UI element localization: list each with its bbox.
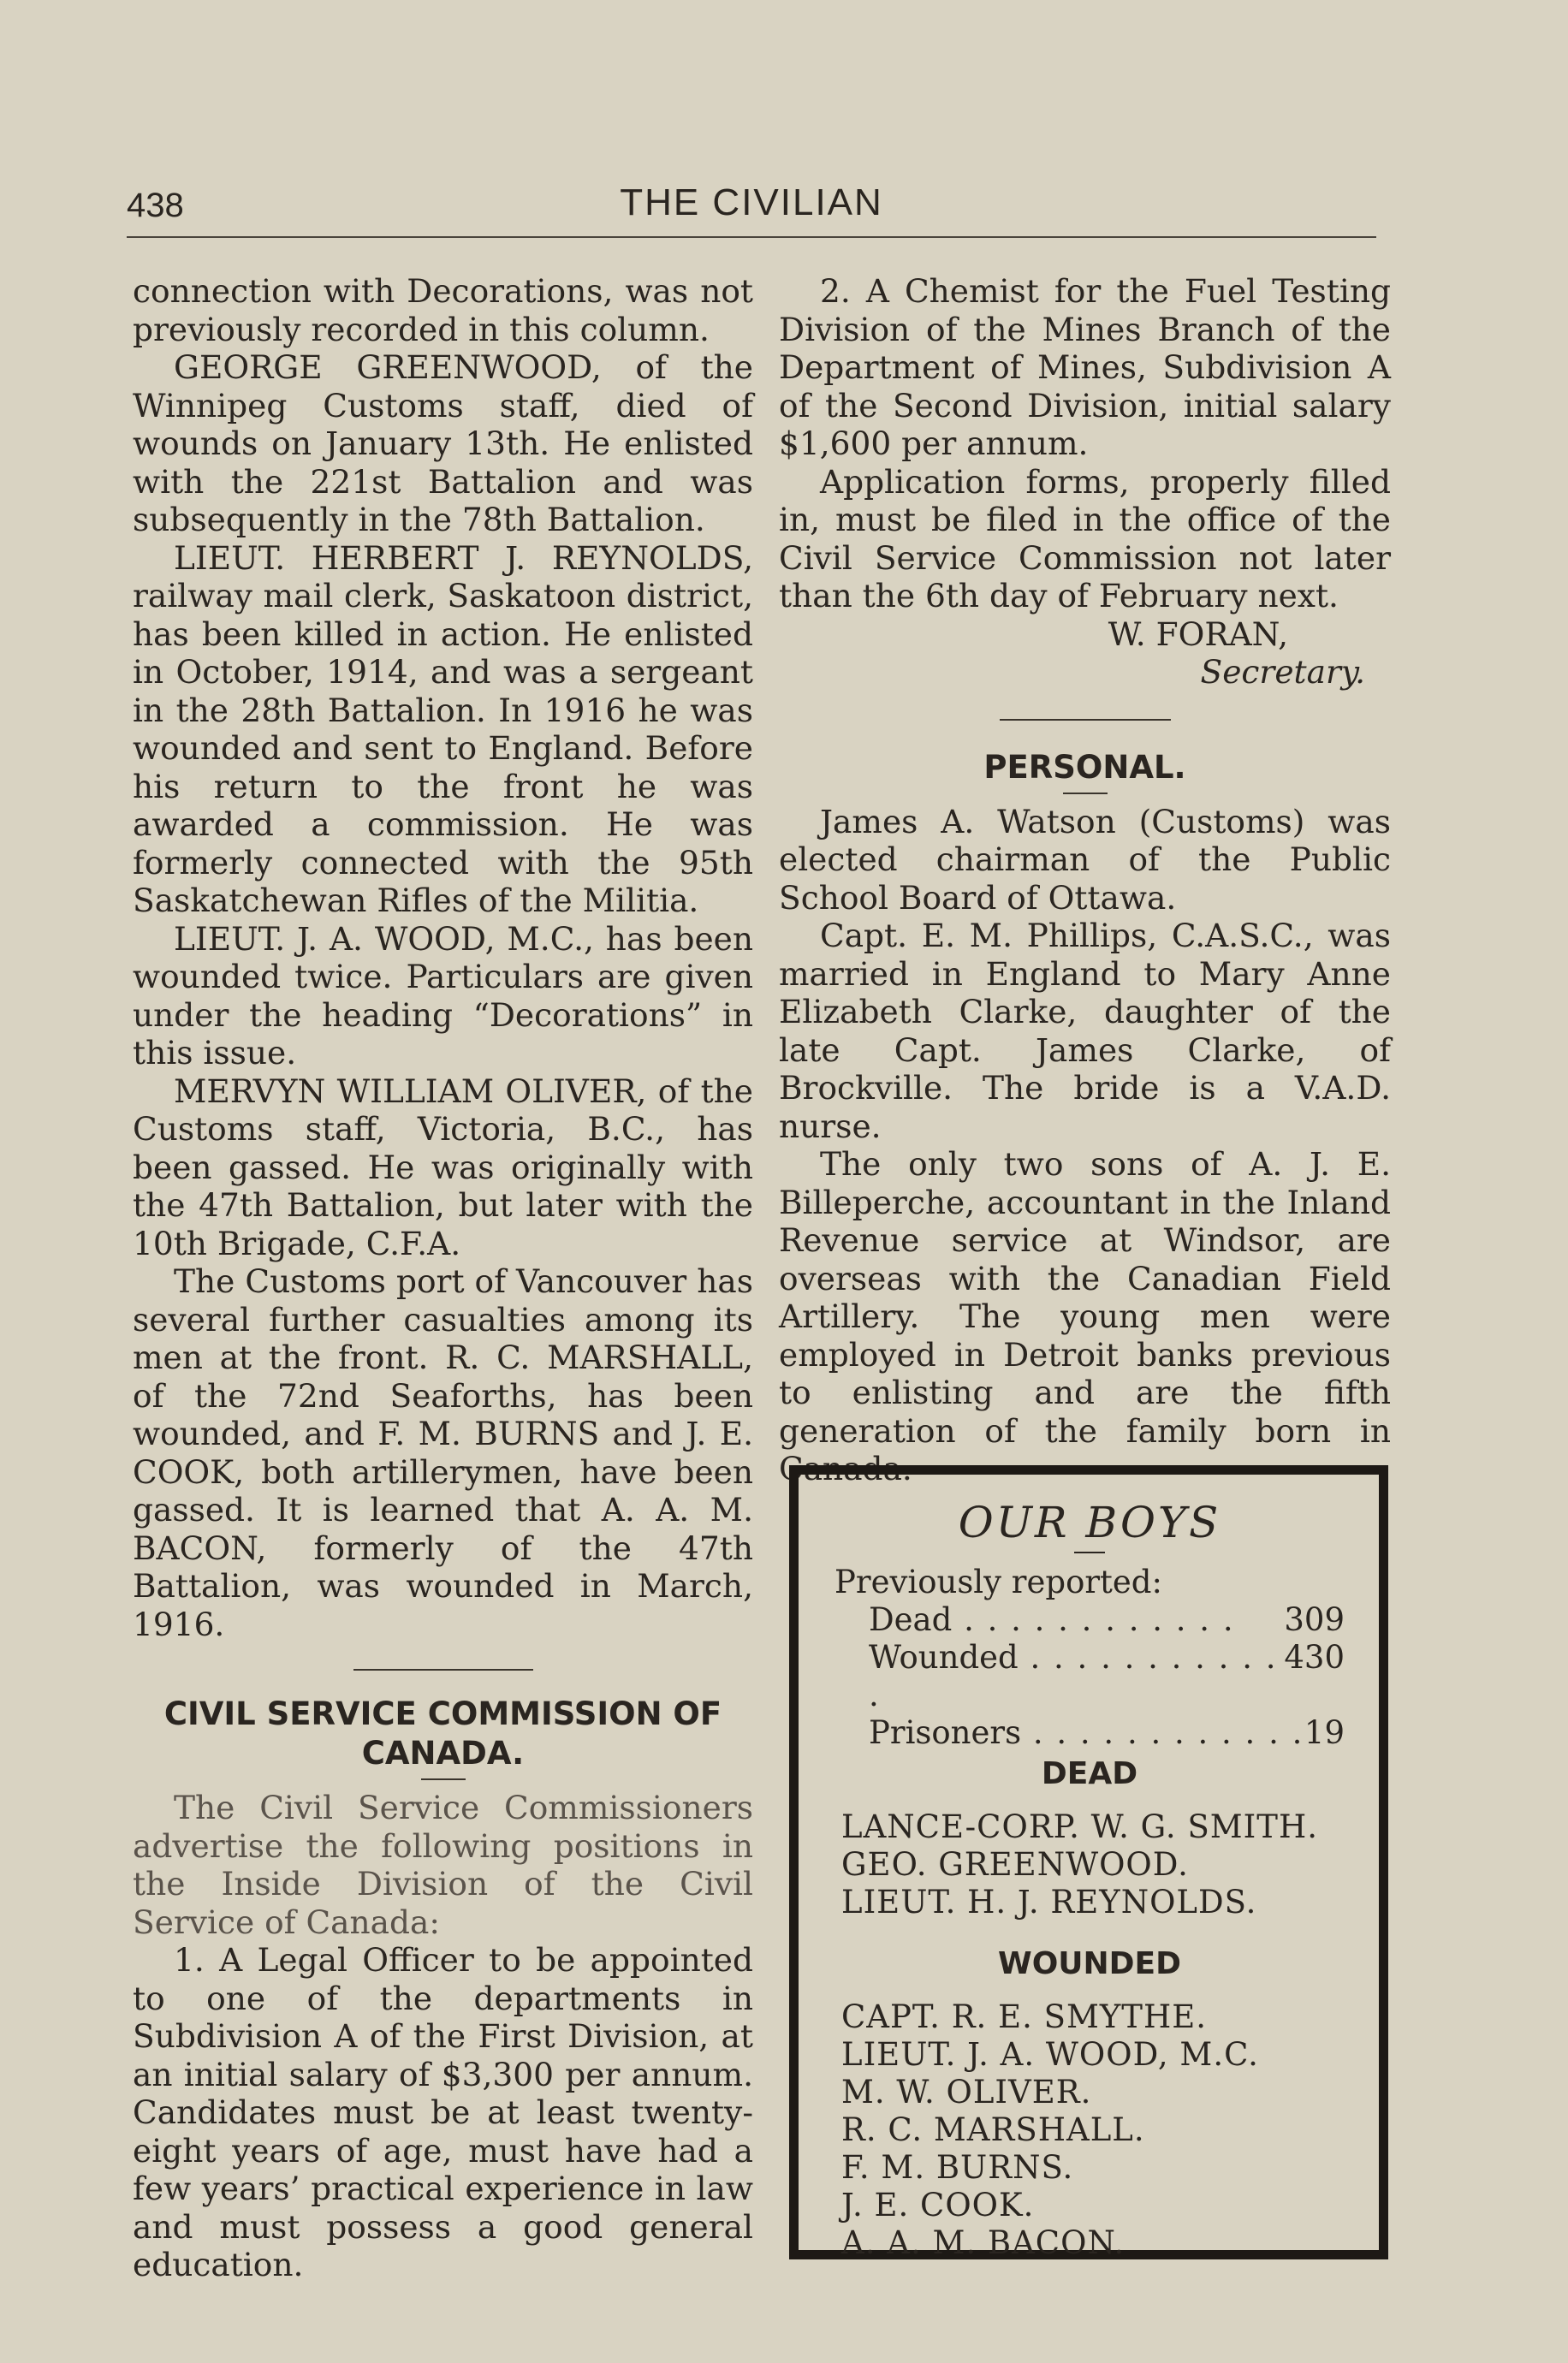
- wounded-list: [834, 1998, 1345, 2262]
- running-title: THE CIVILIAN: [620, 181, 883, 223]
- list-item: LIEUT. J. A. WOOD, M.C.: [841, 2036, 1259, 2073]
- paragraph-vancouver: The Customs port of Vancouver has several further casualties among its men at the front. R. C. MARSHALL, of the 72nd Seaforths, has been wounded, and F. M. BURNS and J. E. COOK, both artillerymen, have been gassed. It is learned that A. A. M. BACON, formerly of the 47th Battalion, was wounded in March, 1916.: [133, 1262, 753, 1643]
- header-rule: [127, 236, 1376, 238]
- left-column: [133, 272, 753, 2284]
- section-heading-commission: CIVIL SERVICE COMMISSION OF CANADA.: [163, 1695, 722, 1772]
- section-divider: [353, 1669, 533, 1671]
- stat-row-dead: [834, 1601, 1345, 1639]
- list-item: M. W. OLIVER.: [841, 2074, 1092, 2111]
- personal-phillips: Capt. E. M. Phillips, C.A.S.C., was married in England to Mary Anne Elizabeth Clarke, daughter of the late Capt. James Clarke, of Brockville. The bride is a V.A.D. nurse.: [779, 917, 1391, 1145]
- stat-label: Prisoners . . .: [869, 1714, 1304, 1752]
- stat-value: 309: [1284, 1601, 1345, 1638]
- stat-row-prisoners: [834, 1714, 1345, 1752]
- paragraph-wood: LIEUT. J. A. WOOD, M.C., has been wounded twice. Particulars are given under the heading “Decorations” in this issue.: [133, 919, 753, 1072]
- our-boys-box: [789, 1465, 1388, 2259]
- stat-label: Wounded . . .: [869, 1639, 1284, 1714]
- continued-paragraph: connection with Decorations, was not previously recorded in this column.: [133, 272, 753, 348]
- section-divider-right: [1000, 719, 1171, 721]
- stat-value: 430: [1284, 1639, 1345, 1676]
- list-item: LANCE-CORP. W. G. SMITH.: [841, 1808, 1318, 1845]
- commission-application: Application forms, properly filled in, must be filed in the office of the Civil Service Commission not later than the 6th day of February next.: [779, 462, 1391, 614]
- commission-legal-officer: 1. A Legal Officer to be appointed to one of the departments in Subdivision A of the First Division, at an initial salary of $3,300 per annum. Candidates must be at least twenty-eight years of age, must have had a few years’ practical experience in law and must possess a good general education.: [133, 1941, 753, 2283]
- list-item: F. M. BURNS.: [841, 2149, 1074, 2186]
- our-boys-title: OUR BOYS: [958, 1498, 1221, 1547]
- heading-dash: [421, 1778, 466, 1780]
- previously-reported-label: Previously reported:: [834, 1564, 1162, 1600]
- title-dash: [1074, 1552, 1105, 1553]
- paragraph-reynolds: LIEUT. HERBERT J. REYNOLDS, railway mail clerk, Saskatoon district, has been killed in action. He enlisted in October, 1914, and was a sergeant in the 28th Battalion. In 1916 he was wounded and sent to England. Before his return to the front he was awarded a commission. He was formerly connected with the 95th Saskatchewan Rifles of the Militia.: [133, 538, 753, 919]
- list-item: GEO. GREENWOOD.: [841, 1846, 1189, 1883]
- dead-list: [834, 1808, 1345, 1921]
- list-item: CAPT. R. E. SMYTHE.: [841, 1998, 1207, 2035]
- list-item: A. A. M. BACON.: [841, 2224, 1126, 2261]
- list-item: J. E. COOK.: [841, 2187, 1035, 2223]
- right-column: [779, 272, 1391, 1488]
- personal-billeperche: The only two sons of A. J. E. Billeperche, accountant in the Inland Revenue service at Windsor, are overseas with the Canadian Field Artillery. The young men were employed in Detroit banks previous to enlisting and are the fifth generation of the family born in Canada.: [779, 1145, 1391, 1487]
- commission-intro: The Civil Service Commissioners advertise the following positions in the Inside Division of the Civil Service of Canada:: [133, 1789, 753, 1941]
- section-heading-personal: PERSONAL.: [983, 748, 1186, 786]
- dead-heading: DEAD: [1041, 1756, 1138, 1791]
- paragraph-greenwood: GEORGE GREENWOOD, of the Winnipeg Customs staff, died of wounds on January 13th. He enlisted with the 221st Battalion and was subsequently in the 78th Battalion.: [133, 348, 753, 538]
- heading-dash-personal: [1063, 793, 1108, 794]
- list-item: R. C. MARSHALL.: [841, 2111, 1145, 2148]
- stat-value: 19: [1304, 1714, 1345, 1751]
- paragraph-oliver: MERVYN WILLIAM OLIVER, of the Customs staff, Victoria, B.C., has been gassed. He was originally with the 47th Battalion, but later with the 10th Brigade, C.F.A.: [133, 1072, 753, 1262]
- stat-row-wounded: [834, 1639, 1345, 1714]
- list-item: LIEUT. H. J. REYNOLDS.: [841, 1884, 1257, 1921]
- wounded-heading: WOUNDED: [997, 1946, 1182, 1981]
- signature-name: W. FORAN,: [1108, 614, 1288, 653]
- stat-label: Dead . . .: [869, 1601, 1235, 1639]
- commission-chemist: 2. A Chemist for the Fuel Testing Division of the Mines Branch of the Department of Mines, Subdivision A of the Second Division, initial salary $1,600 per annum.: [779, 272, 1391, 462]
- personal-watson: James A. Watson (Customs) was elected chairman of the Public School Board of Ottawa.: [779, 802, 1391, 917]
- signature-title: Secretary.: [1200, 653, 1365, 691]
- page-header: [127, 181, 1376, 233]
- page-number: 438: [127, 187, 184, 224]
